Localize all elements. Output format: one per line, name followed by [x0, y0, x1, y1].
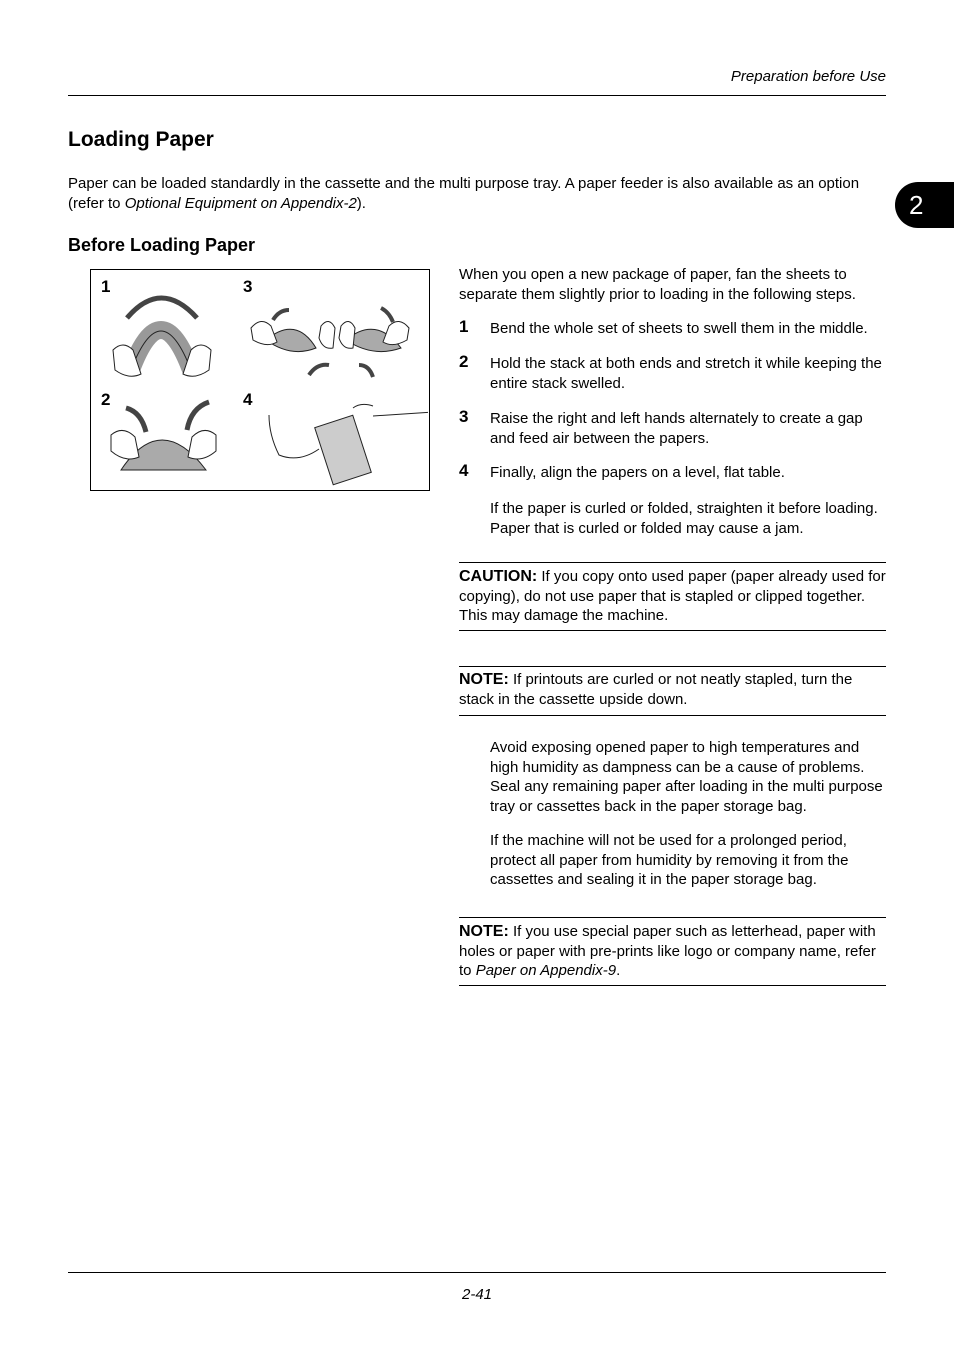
note-label: NOTE: — [459, 671, 509, 688]
running-header: Preparation before Use — [730, 68, 886, 85]
note-box — [459, 917, 886, 986]
note-reference: Paper on Appendix-9 — [475, 962, 617, 979]
intro-text-end: ). — [356, 195, 366, 212]
page-title: Loading Paper — [68, 128, 214, 151]
note-text-end: . — [616, 962, 621, 979]
step-number: 3 — [459, 407, 469, 426]
storage-paragraph: If the machine will not be used for a prolonged period, protect all paper from humidity by removing it from the cassettes and sealing it in the paper storage bag. — [490, 832, 849, 888]
step-number: 4 — [459, 461, 469, 480]
figure-label-2: 2 — [101, 390, 111, 409]
curled-paper-paragraph: If the paper is curled or folded, straighten it before loading. Paper that is curled or folded may cause a jam. — [490, 500, 878, 537]
note-label: NOTE: — [459, 923, 509, 940]
step-text: Bend the whole set of sheets to swell them in the middle. — [490, 320, 868, 337]
step-item — [459, 409, 886, 448]
intro-reference: Optional Equipment on Appendix-2 — [124, 195, 357, 212]
footer-rule — [68, 1272, 886, 1273]
step-item — [459, 319, 886, 339]
caution-box — [459, 562, 886, 631]
note-text: If you use special paper such as letterhead, paper with holes or paper with pre-prints like logo or company name, refer to — [459, 923, 876, 979]
caution-label: CAUTION: — [459, 568, 538, 585]
humidity-paragraph: Avoid exposing opened paper to high temperatures and high humidity as dampness can be a cause of problems. Seal any remaining paper after loading in the multi purpose tray or cassettes back in the paper storage bag. — [490, 739, 883, 815]
chapter-tab: 2 — [895, 182, 954, 228]
caution-text: If you copy onto used paper (paper already used for copying), do not use paper that is stapled or clipped together. This may damage the machine. — [459, 568, 886, 624]
page-number: 2-41 — [461, 1286, 493, 1303]
step-number: 1 — [459, 317, 469, 336]
section-title: Before Loading Paper — [68, 235, 256, 255]
lead-paragraph: When you open a new package of paper, fan the sheets to separate them slightly prior to loading in the following steps. — [459, 266, 856, 303]
figure-label-3: 3 — [243, 277, 253, 296]
step-text: Raise the right and left hands alternately to create a gap and feed air between the papers. — [490, 410, 863, 447]
figure-label-1: 1 — [101, 277, 111, 296]
note-text: If printouts are curled or not neatly stapled, turn the stack in the cassette upside down. — [459, 671, 853, 708]
intro-paragraph — [68, 174, 886, 214]
fanning-paper-illustration — [90, 269, 430, 491]
figure-label-4: 4 — [243, 390, 253, 409]
note-box — [459, 666, 886, 716]
step-text: Finally, align the papers on a level, flat table. — [490, 464, 785, 481]
hands-and-paper-drawing — [91, 270, 428, 489]
header-rule — [68, 95, 886, 96]
step-number: 2 — [459, 352, 469, 371]
step-item — [459, 354, 886, 393]
step-item — [459, 463, 886, 483]
step-text: Hold the stack at both ends and stretch it while keeping the entire stack swelled. — [490, 355, 882, 392]
intro-text: Paper can be loaded standardly in the cassette and the multi purpose tray. A paper feeder is also available as an option (refer to — [68, 175, 860, 212]
